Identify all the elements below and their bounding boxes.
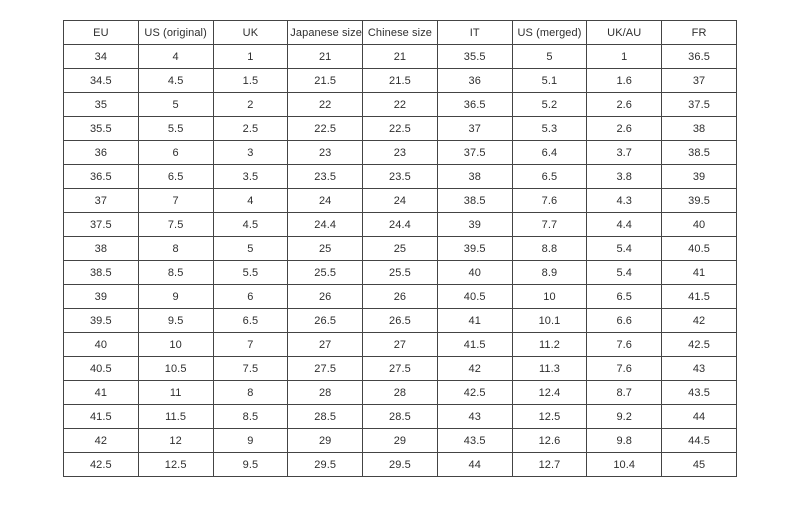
table-row	[64, 381, 737, 405]
table-row	[64, 141, 737, 165]
table-row	[64, 165, 737, 189]
table-cell: 9	[138, 285, 213, 309]
table-cell: 41	[437, 309, 512, 333]
table-cell: 12.5	[512, 405, 587, 429]
table-cell: 7.6	[512, 189, 587, 213]
table-cell: 38.5	[64, 261, 139, 285]
table-cell: 2.6	[587, 93, 662, 117]
table-cell: 1	[587, 45, 662, 69]
table-cell: 22	[363, 93, 438, 117]
table-cell: 4.5	[213, 213, 288, 237]
column-header: US (merged)	[512, 21, 587, 45]
table-cell: 36.5	[662, 45, 737, 69]
table-body	[64, 45, 737, 477]
table-cell: 5.5	[138, 117, 213, 141]
table-cell: 36.5	[64, 165, 139, 189]
table-cell: 40.5	[437, 285, 512, 309]
table-cell: 4	[213, 189, 288, 213]
table-cell: 37.5	[437, 141, 512, 165]
table-cell: 42	[437, 357, 512, 381]
table-cell: 24	[288, 189, 363, 213]
table-cell: 12.5	[138, 453, 213, 477]
table-cell: 26.5	[288, 309, 363, 333]
table-cell: 36	[64, 141, 139, 165]
table-cell: 10.5	[138, 357, 213, 381]
table-cell: 6.4	[512, 141, 587, 165]
table-cell: 44.5	[662, 429, 737, 453]
table-cell: 42.5	[64, 453, 139, 477]
table-cell: 1.5	[213, 69, 288, 93]
table-cell: 22.5	[288, 117, 363, 141]
column-header: UK/AU	[587, 21, 662, 45]
table-row	[64, 285, 737, 309]
table-cell: 25	[288, 237, 363, 261]
table-cell: 27	[363, 333, 438, 357]
table-cell: 21.5	[363, 69, 438, 93]
table-cell: 5.4	[587, 237, 662, 261]
table-cell: 21	[363, 45, 438, 69]
table-row	[64, 45, 737, 69]
table-row	[64, 117, 737, 141]
table-cell: 1.6	[587, 69, 662, 93]
table-cell: 5	[512, 45, 587, 69]
table-cell: 28.5	[288, 405, 363, 429]
table-cell: 41.5	[64, 405, 139, 429]
table-cell: 2.5	[213, 117, 288, 141]
table-cell: 40	[662, 213, 737, 237]
table-cell: 36.5	[437, 93, 512, 117]
table-cell: 7	[213, 333, 288, 357]
table-cell: 4.4	[587, 213, 662, 237]
column-header: FR	[662, 21, 737, 45]
table-cell: 37.5	[64, 213, 139, 237]
table-cell: 41	[662, 261, 737, 285]
table-cell: 26	[288, 285, 363, 309]
table-cell: 6.6	[587, 309, 662, 333]
table-cell: 22	[288, 93, 363, 117]
table-cell: 37	[662, 69, 737, 93]
table-cell: 8.9	[512, 261, 587, 285]
table-cell: 5.3	[512, 117, 587, 141]
table-cell: 38	[662, 117, 737, 141]
table-cell: 11.2	[512, 333, 587, 357]
table-cell: 26	[363, 285, 438, 309]
table-cell: 8.5	[138, 261, 213, 285]
table-cell: 45	[662, 453, 737, 477]
table-cell: 3.8	[587, 165, 662, 189]
table-cell: 4	[138, 45, 213, 69]
column-header: EU	[64, 21, 139, 45]
table-cell: 6.5	[512, 165, 587, 189]
table-cell: 40.5	[662, 237, 737, 261]
table-cell: 35.5	[437, 45, 512, 69]
table-cell: 7.7	[512, 213, 587, 237]
table-cell: 8.5	[213, 405, 288, 429]
shoe-size-conversion-table	[63, 20, 737, 477]
table-cell: 28.5	[363, 405, 438, 429]
table-cell: 40	[64, 333, 139, 357]
table-cell: 39	[64, 285, 139, 309]
table-cell: 6.5	[587, 285, 662, 309]
table-cell: 6.5	[213, 309, 288, 333]
table-row	[64, 93, 737, 117]
table-cell: 29	[288, 429, 363, 453]
table-cell: 25	[363, 237, 438, 261]
table-cell: 34.5	[64, 69, 139, 93]
table-cell: 27	[288, 333, 363, 357]
table-cell: 23	[288, 141, 363, 165]
table-cell: 9	[213, 429, 288, 453]
table-row	[64, 333, 737, 357]
table-cell: 2.6	[587, 117, 662, 141]
column-header: US (original)	[138, 21, 213, 45]
table-cell: 2	[213, 93, 288, 117]
table-cell: 23.5	[288, 165, 363, 189]
table-cell: 40.5	[64, 357, 139, 381]
table-cell: 25.5	[363, 261, 438, 285]
table-cell: 11	[138, 381, 213, 405]
table-cell: 8.7	[587, 381, 662, 405]
table-cell: 42	[662, 309, 737, 333]
table-cell: 42.5	[662, 333, 737, 357]
column-header: Chinese size	[363, 21, 438, 45]
table-cell: 37.5	[662, 93, 737, 117]
table-cell: 26.5	[363, 309, 438, 333]
table-cell: 4.3	[587, 189, 662, 213]
table-cell: 36	[437, 69, 512, 93]
table-cell: 9.8	[587, 429, 662, 453]
table-cell: 28	[288, 381, 363, 405]
table-cell: 38	[437, 165, 512, 189]
table-cell: 24.4	[288, 213, 363, 237]
column-header: Japanese size	[288, 21, 363, 45]
table-cell: 10.4	[587, 453, 662, 477]
table-cell: 43.5	[437, 429, 512, 453]
table-cell: 8.8	[512, 237, 587, 261]
table-cell: 7.6	[587, 357, 662, 381]
table-cell: 6.5	[138, 165, 213, 189]
table-cell: 7.5	[138, 213, 213, 237]
table-cell: 41	[64, 381, 139, 405]
table-cell: 5.1	[512, 69, 587, 93]
table-cell: 5.4	[587, 261, 662, 285]
table-cell: 11.5	[138, 405, 213, 429]
table-cell: 12.7	[512, 453, 587, 477]
table-cell: 9.5	[213, 453, 288, 477]
table-cell: 7.6	[587, 333, 662, 357]
table-cell: 9.5	[138, 309, 213, 333]
table-cell: 37	[64, 189, 139, 213]
table-cell: 44	[437, 453, 512, 477]
table-cell: 29.5	[363, 453, 438, 477]
table-cell: 5	[138, 93, 213, 117]
table-cell: 38	[64, 237, 139, 261]
table-head	[64, 21, 737, 45]
table-cell: 38.5	[437, 189, 512, 213]
table-row	[64, 453, 737, 477]
table-cell: 5.5	[213, 261, 288, 285]
table-cell: 6	[138, 141, 213, 165]
table-cell: 9.2	[587, 405, 662, 429]
table-row	[64, 429, 737, 453]
table-cell: 35.5	[64, 117, 139, 141]
table-cell: 43	[437, 405, 512, 429]
table-cell: 39.5	[437, 237, 512, 261]
table-cell: 24.4	[363, 213, 438, 237]
table-cell: 24	[363, 189, 438, 213]
table-cell: 39.5	[662, 189, 737, 213]
table-cell: 41.5	[437, 333, 512, 357]
table-row	[64, 405, 737, 429]
table-cell: 7.5	[213, 357, 288, 381]
table-cell: 4.5	[138, 69, 213, 93]
table-cell: 42	[64, 429, 139, 453]
table-cell: 5.2	[512, 93, 587, 117]
table-row	[64, 189, 737, 213]
table-cell: 25.5	[288, 261, 363, 285]
table-cell: 8	[138, 237, 213, 261]
table-row	[64, 69, 737, 93]
table-cell: 3	[213, 141, 288, 165]
table-cell: 12.6	[512, 429, 587, 453]
table-cell: 11.3	[512, 357, 587, 381]
column-header: UK	[213, 21, 288, 45]
table-cell: 22.5	[363, 117, 438, 141]
table-cell: 27.5	[363, 357, 438, 381]
table-cell: 37	[437, 117, 512, 141]
table-cell: 10.1	[512, 309, 587, 333]
table-cell: 5	[213, 237, 288, 261]
table-row	[64, 309, 737, 333]
table-cell: 3.5	[213, 165, 288, 189]
table-cell: 23	[363, 141, 438, 165]
table-row	[64, 357, 737, 381]
table-cell: 34	[64, 45, 139, 69]
table-cell: 43.5	[662, 381, 737, 405]
table-cell: 42.5	[437, 381, 512, 405]
table-cell: 39.5	[64, 309, 139, 333]
table-cell: 35	[64, 93, 139, 117]
table-cell: 21.5	[288, 69, 363, 93]
table-cell: 41.5	[662, 285, 737, 309]
table-cell: 38.5	[662, 141, 737, 165]
table-cell: 29	[363, 429, 438, 453]
table-cell: 28	[363, 381, 438, 405]
table-cell: 6	[213, 285, 288, 309]
table-cell: 43	[662, 357, 737, 381]
table-cell: 23.5	[363, 165, 438, 189]
table-cell: 21	[288, 45, 363, 69]
table-cell: 29.5	[288, 453, 363, 477]
table-cell: 12.4	[512, 381, 587, 405]
table-cell: 10	[138, 333, 213, 357]
table-cell: 8	[213, 381, 288, 405]
table-cell: 39	[662, 165, 737, 189]
table-cell: 44	[662, 405, 737, 429]
table-row	[64, 213, 737, 237]
table-row	[64, 261, 737, 285]
table-cell: 1	[213, 45, 288, 69]
table-cell: 7	[138, 189, 213, 213]
table-cell: 3.7	[587, 141, 662, 165]
table-row	[64, 237, 737, 261]
table-cell: 12	[138, 429, 213, 453]
header-row	[64, 21, 737, 45]
table-cell: 10	[512, 285, 587, 309]
table-cell: 40	[437, 261, 512, 285]
column-header: IT	[437, 21, 512, 45]
table-cell: 39	[437, 213, 512, 237]
table-cell: 27.5	[288, 357, 363, 381]
